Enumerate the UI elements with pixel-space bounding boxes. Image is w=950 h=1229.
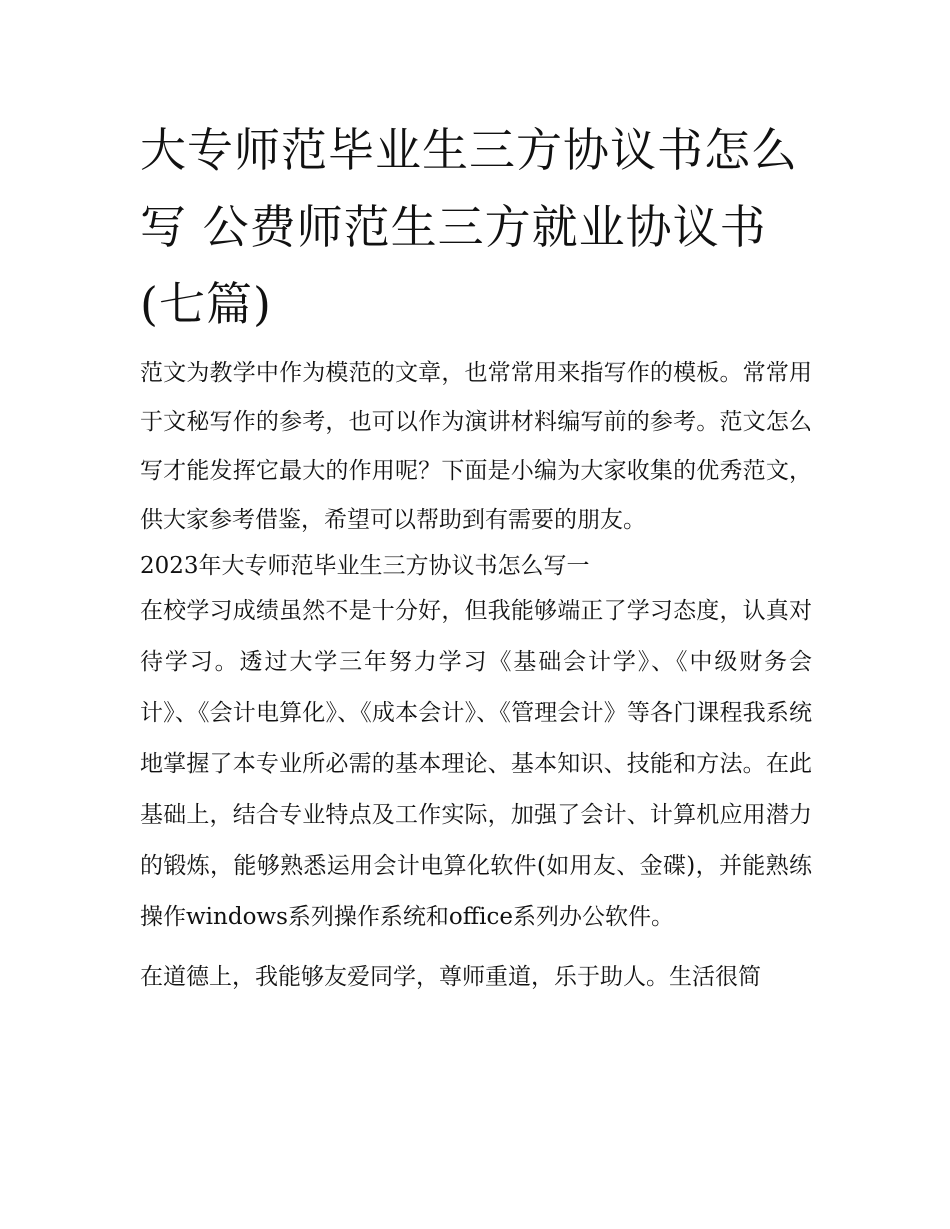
body-paragraph-1: 在校学习成绩虽然不是十分好，但我能够端正了学习态度，认真对待学习。透过大学三年努力学习《基础会计学》、《中级财务会计》、《会计电算化》、《成本会计》、《管理会计》等各门课程我系统地掌握了本专业所必需的基本理论、基本知识、技能和方法。在此基础上，结合专业特点及工作实际，加强了会计、计算机应用潜力的锻炼，能够熟悉运用会计电算化软件(如用友、金碟)，并能熟练操作windows系列操作系统和office系列办公软件。 bbox=[140, 598, 812, 930]
document-page bbox=[140, 112, 812, 1003]
body-paragraph-2: 在道德上，我能够友爱同学，尊师重道，乐于助人。生活很简 bbox=[140, 964, 761, 990]
document-title: 大专师范毕业生三方协议书怎么写 公费师范生三方就业协议书(七篇) bbox=[140, 123, 798, 331]
intro-paragraph: 范文为教学中作为模范的文章，也常常用来指写作的模板。常常用于文秘写作的参考，也可以作为演讲材料编写前的参考。范文怎么写才能发挥它最大的作用呢？下面是小编为大家收集的优秀范文，供大家参考借鉴，希望可以帮助到有需要的朋友。 bbox=[140, 360, 812, 533]
section-heading: 2023年大专师范毕业生三方协议书怎么写一 bbox=[140, 553, 590, 579]
